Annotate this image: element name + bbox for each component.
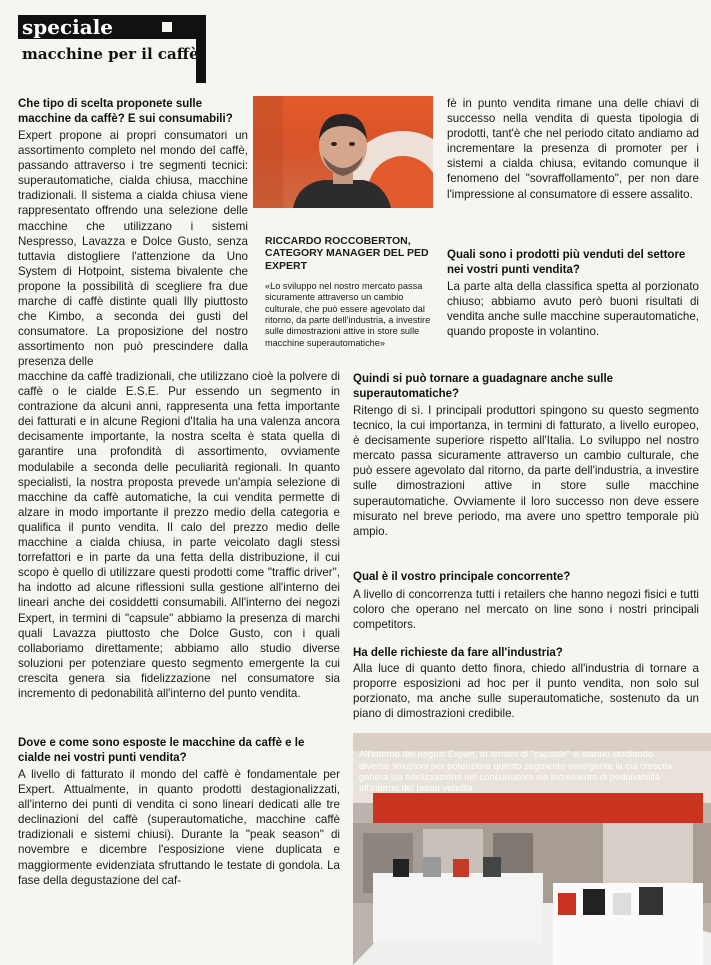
question-2: Dove e come sono esposte le macchine da caffè e le cialde nei vostri punti vendita?: [18, 737, 305, 764]
section-banner: [18, 15, 206, 39]
photo-caption-name: RICCARDO ROCCOBERTON, CATEGORY MANAGER DEL PED EXPERT: [265, 234, 429, 272]
store-photo: [353, 733, 711, 965]
answer-1-part-b: macchine da caffè tradizionali, che utilizzano cioè la polvere di caffè o le cialde E.S.E. Pur essendo un segmento in contrazione da alcuni anni, rappresenta una fetta importante dei fatturati e in alcune Regioni d'Italia ha una valenza ancora decisamente importante, la nostra scelta è stata quella di garantire una profondità di assortimento, ovviamente modulabile a seconda delle peculiarità regionali. In quanto specialisti, la nostra proposta prevede un'ampia selezione di macchine da caffè automatiche, la cui vendita permette di alzare in modo importante il prezzo medio della categoria e qualifica il punto vendita. Il calo del prezzo medio delle macchine a cialda chiusa, in parte veicolato dagli stessi torrefattori e in parte da una fetta della distribuzione, il cui scopo è quello di utilizzare questi prodotti come "traffic driver", ha indotto ad alcune riflessioni sulla gestione all'interno dei lineari anche dei cosiddetti consumabili. All'interno dei negozi Expert, in termini di "capsule" abbiamo la presenza di marchi quali Lavazza piuttosto che Dolce Gusto, con i quali collaboriamo direttamente; abbiamo allo studio diverse soluzioni per potenziare questo segmento emergente la cui crescita genera sia fidelizzazione nel consumatore sia incremento di pedonabilità all'interno del punto vendita.: [18, 370, 340, 700]
answer-2: A livello di fatturato il mondo del caffè è fondamentale per Expert. Attualmente, in quanto prodotti destagionalizzati, all'interno dei punti di vendita ci sono lineari dedicati alle tre declinazioni del caffè (superautomatiche, macchine caffè tradizionali e sistemi chiusi). Durante la "peak season" di novembre e dicembre l'esposizione viene duplicata e maggiormente evidenziata sfruttando le testate di gondola. La fase della degustazione del caf-: [18, 768, 340, 887]
photo-caption-quote: «Lo sviluppo nel nostro mercato passa sicuramente attraverso un cambio culturale, che può essere agevolato dal ritorno, da parte dell'industria, a investire sulle dimostrazioni attive in store sulle macchine superautomatiche»: [265, 281, 431, 348]
question-5: Qual è il vostro principale concorrente?: [353, 571, 571, 583]
answer-4: Ritengo di sì. I principali produttori spingono su questo segmento tecnico, la cui importanza, in termini di fatturato, a livello europeo, è decisamente superiore rispetto all'Italia. Lo sviluppo nel nostro mercato passa sicuramente attraverso un cambio culturale, che può essere agevolato dal ritorno, da parte dell'industria, a investire sulle dimostrazioni attive in store sulle macchine superautomatiche. Ovviamente il loro successo non deve essere misurato nel breve periodo, ma avere uno spettro temporale più ampio.: [353, 404, 699, 538]
section-title: speciale: [22, 15, 114, 39]
answer-6: Alla luce di quanto detto finora, chiedo all'industria di tornare a proporre esposizioni ad hoc per il punto vendita, non solo sul porzionato, ma anche sulle superautomatiche, sostenuto da un piano di dimostrazioni credibile.: [353, 662, 699, 721]
portrait-photo: [253, 96, 433, 208]
answer-1-part-a: Expert propone ai propri consumatori un assortimento completo nel mondo del caffè, passando attraverso i tre segmenti tecnici: superautomatiche, cialda chiusa, macchine tradizionali. Il sistema a cialda chiusa viene rappresentato offrendo una selezione delle macchine che utilizzano i sistemi Nespresso, Lavazza e Dolce Gusto, senza tuttavia distogliere l'attenzione da Uno System di Hotpoint, sistema bivalente che propone la possibilità di scegliere fra due marche di caffè distinte quali Illy piuttosto che Kimbo, a seconda dei gusti del consumatore. La proposizione del nostro assortimento non può prescindere dalla presenza delle: [18, 129, 248, 369]
store-photo-caption: All'interno dei negozi Expert, in termini di "capsule" si stanno studiando diverse soluzioni per potenziare questo segmento emergente la cui crescita genera sia fidelizzazione nel consumatore sia incremento di pedonabilità all'interno del punto vendita: [359, 748, 673, 793]
answer-3: La parte alta della classifica spetta al porzionato chiuso; abbiamo avuto però buoni risultati di vendita anche sulle macchine superautomatiche, quando proposte in volantino.: [447, 280, 699, 339]
question-3: Quali sono i prodotti più venduti del settore nei vostri punti vendita?: [447, 249, 686, 276]
question-1: Che tipo di scelta proponete sulle macchine da caffè? E sui consumabili?: [18, 98, 233, 125]
section-header: [18, 15, 206, 70]
question-6: Ha delle richieste da fare all'industria?: [353, 647, 563, 659]
answer-2-continued: fè in punto vendita rimane una delle chiavi di successo nella vendita di questa tipologia di prodotti, tant'è che nel periodo citato andiamo ad incrementare la presenza di promoter per i sistemi a cialda chiusa, evitando comunque il fenomeno del "sovraffollamento", per non dare l'impressione al consumatore di essere assalito.: [447, 97, 699, 201]
section-subtitle: macchine per il caffè: [22, 45, 199, 63]
answer-5: A livello di concorrenza tutti i retailers che hanno negozi fisici e tutti coloro che operano nel mercato on line sono i nostri principali competitors.: [353, 588, 699, 632]
question-4: Quindi si può tornare a guadagnare anche sulle superautomatiche?: [353, 373, 614, 400]
